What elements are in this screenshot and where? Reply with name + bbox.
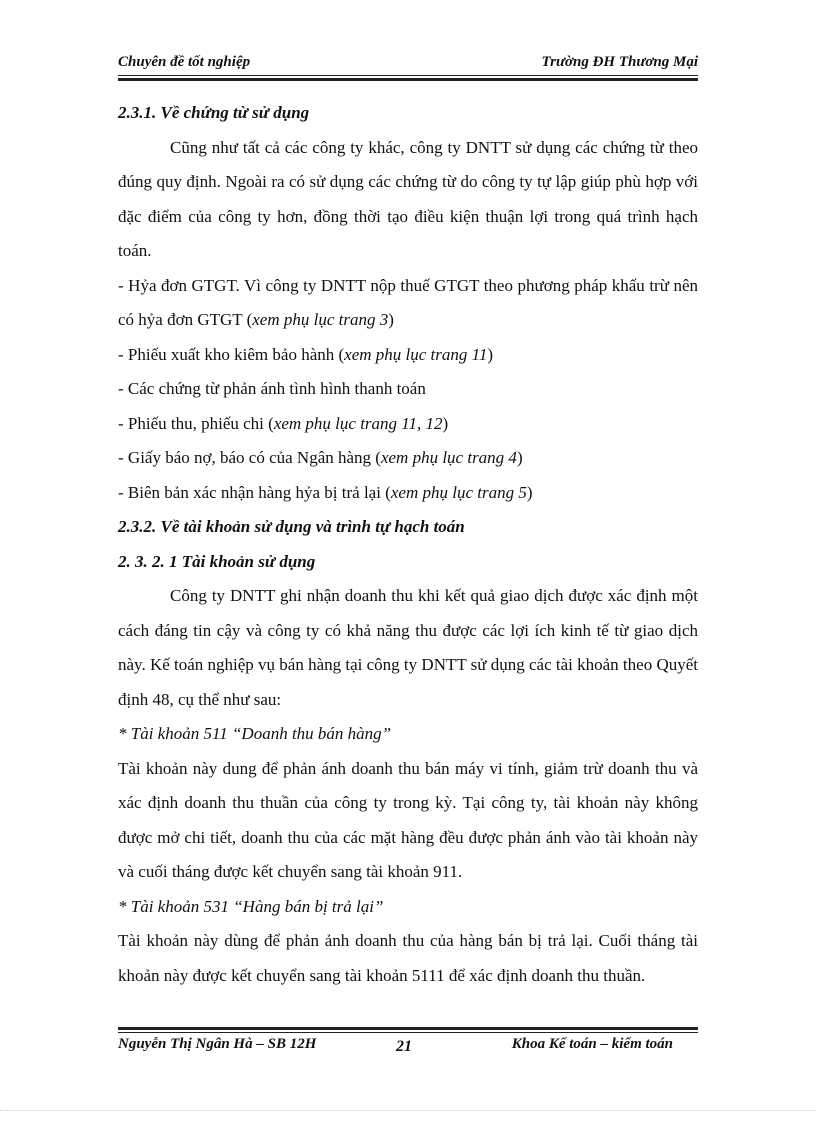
header-left-title: Chuyên đề tốt nghiệp xyxy=(118,54,251,70)
list-item-close: ) xyxy=(516,448,523,467)
header-divider-thin xyxy=(118,75,698,76)
list-item-ref: xem phụ lục trang 4 xyxy=(380,448,517,467)
list-item-payment-docs xyxy=(118,372,698,407)
section-heading-2-3-2: 2.3.2. Về tài khoản sử dụng và trình tự hạch toán xyxy=(118,517,465,536)
list-item-close: ) xyxy=(388,310,394,329)
list-item-close: ) xyxy=(487,344,494,364)
account-511-title: * Tài khoản 511 “Doanh thu bán hàng” xyxy=(118,724,392,743)
page-bottom-edge xyxy=(0,1110,816,1111)
list-item-text: - Các chứng từ phản ánh tình hình thanh toán xyxy=(118,379,426,398)
list-item-receipts xyxy=(118,407,698,442)
page-body xyxy=(118,96,698,993)
footer-author: Nguyễn Thị Ngân Hà – SB 12H xyxy=(118,1036,317,1052)
account-531-title: * Tài khoản 531 “Hàng bán bị trả lại” xyxy=(118,896,384,916)
paragraph-revenue-recognition: Công ty DNTT ghi nhận doanh thu khi kết quả giao dịch được xác định một cách đáng tin cậy và công ty có khả năng thu được các lợi ích kinh tế từ giao dịch này. Kế toán nghiệp vụ bán hàng tại công ty DNTT sử dụng các tài khoản theo Quyết định 48, cụ thể như sau: xyxy=(118,586,698,709)
account-511-description: Tài khoản này dung để phản ánh doanh thu bán máy vi tính, giảm trừ doanh thu và xác định doanh thu thuần của công ty trong kỳ. Tại công ty, tài khoản này không được mở chi tiết, doanh thu của các mặt hàng đều được phản ánh vào tài khoản này và cuối tháng được kết chuyển sang tài khoản 911. xyxy=(118,758,698,881)
page-header xyxy=(118,52,698,76)
page-number: 21 xyxy=(396,1038,412,1055)
subsection-heading-2-3-2-1: 2. 3. 2. 1 Tài khoản sử dụng xyxy=(118,551,316,571)
list-item-return-minutes xyxy=(118,476,698,511)
list-item-ref: xem phụ lục trang 11 xyxy=(344,344,488,364)
account-531-description: Tài khoản này dùng để phản ảnh doanh thu của hàng bán bị trả lại. Cuối tháng tài khoản này được kết chuyển sang tài khoản 5111 để xác định doanh thu thuần. xyxy=(118,931,698,985)
paragraph-intro: Cũng như tất cả các công ty khác, công ty DNTT sử dụng các chứng từ theo đúng quy định. Ngoài ra có sử dụng các chứng từ do công ty tự lập giúp phù hợp với đặc điểm của công ty hơn, đồng thời tạo điều kiện thuận lợi trong quá trình hạch toán. xyxy=(118,137,698,260)
footer-department: Khoa Kế toán – kiểm toán xyxy=(511,1036,673,1052)
list-item-invoice xyxy=(118,269,698,338)
page-footer xyxy=(118,1036,698,1060)
list-item-text: - Phiếu xuất kho kiêm bảo hành ( xyxy=(118,344,345,364)
footer-divider-thick xyxy=(118,1027,698,1030)
list-item-text: - Giấy báo nợ, báo có của Ngân hàng ( xyxy=(118,448,381,467)
list-item-text: - Biên bản xác nhận hàng hỷa bị trả lại ( xyxy=(118,482,391,502)
list-item-close: ) xyxy=(526,482,533,502)
list-item-text: - Phiếu thu, phiếu chi ( xyxy=(118,413,274,433)
footer-divider-thin xyxy=(118,1032,698,1033)
list-item-ref: xem phụ lục trang 3 xyxy=(252,310,389,329)
header-right-title: Trường ĐH Thương Mại xyxy=(541,54,698,70)
section-heading-2-3-1: 2.3.1. Về chứng từ sử dụng xyxy=(118,103,310,122)
list-item-text: - Hỷa đơn GTGT. Vì công ty DNTT nộp thuế GTGT theo phương pháp khấu trừ nên có hỷa đơn GTGT ( xyxy=(118,275,698,329)
list-item-close: ) xyxy=(442,413,449,433)
list-item-bank-notices xyxy=(118,441,698,476)
list-item-ref: xem phụ lục trang 5 xyxy=(390,482,527,502)
header-divider-thick xyxy=(118,78,698,81)
list-item-ref: xem phụ lục trang 11, 12 xyxy=(273,413,443,433)
list-item-warehouse-slip xyxy=(118,338,698,373)
